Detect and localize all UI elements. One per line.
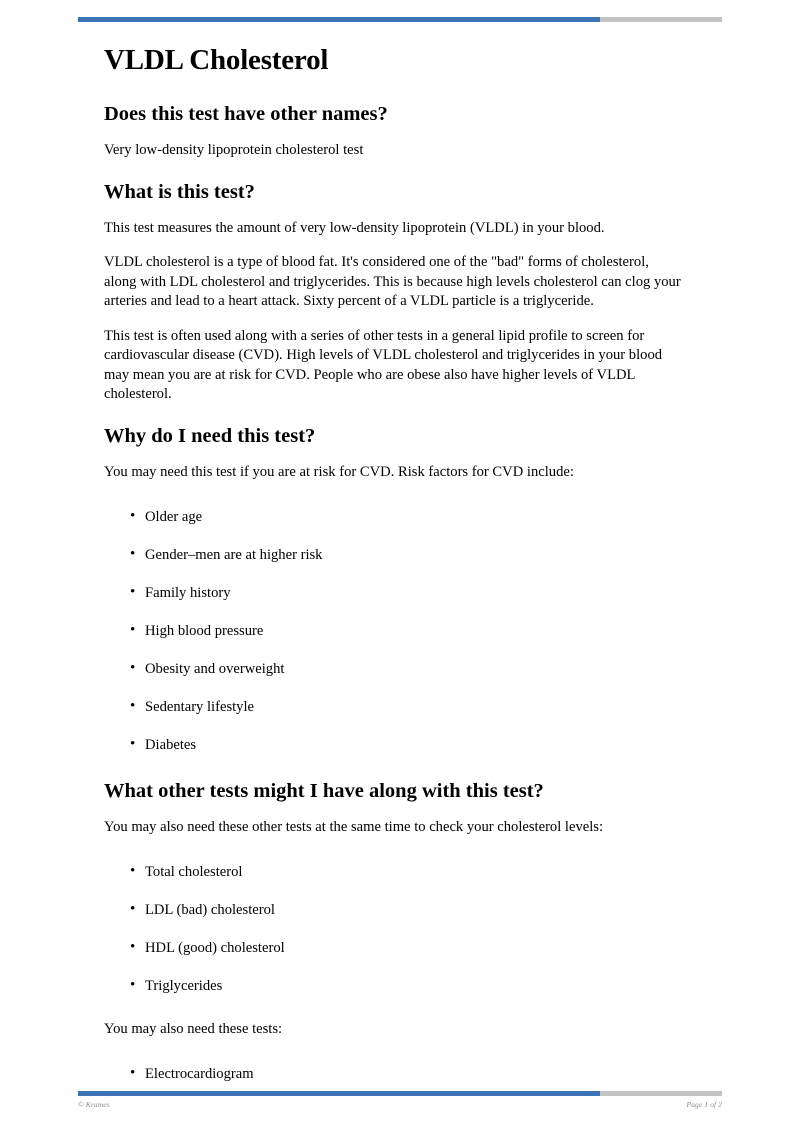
footer-rule: [78, 1091, 722, 1096]
paragraph-what-is-2: VLDL cholesterol is a type of blood fat. It's considered one of the "bad" forms of cholesterol, along with LDL cholesterol and triglycerides. This is because high levels cholesterol can clog your arteries and lead to a heart attack. Sixty percent of a VLDL particle is a triglyceride.: [104, 254, 681, 310]
section-heading-what-is-this-test: What is this test?: [104, 181, 255, 204]
spacer: [104, 761, 682, 779]
list-item: • Older age: [104, 508, 682, 527]
list-item: • Triglycerides: [104, 977, 682, 996]
list-item: • Electrocardiogram: [104, 1065, 682, 1084]
paragraph-why-need-intro: You may need this test if you are at risk for CVD. Risk factors for CVD include:: [104, 463, 574, 480]
header-rule-gray-segment: [600, 17, 722, 22]
footer-rule-gray-segment: [600, 1091, 722, 1096]
header-rule-blue-segment: [78, 17, 600, 22]
section-what-is-this-test: [104, 180, 682, 404]
paragraph-other-names-1: Very low-density lipoprotein cholesterol test: [104, 142, 364, 159]
page-footer: [78, 1100, 722, 1109]
footer-page-number: Page 1 of 2: [686, 1100, 722, 1109]
header-rule: [78, 17, 722, 22]
spacer: [104, 160, 682, 180]
list-item: • High blood pressure: [104, 622, 682, 641]
section-heading-other-names: Does this test have other names?: [104, 103, 388, 126]
list-item: • LDL (bad) cholesterol: [104, 901, 682, 920]
spacer: [104, 852, 682, 863]
spacer: [104, 1054, 682, 1065]
list-item: • Gender–men are at higher risk: [104, 546, 682, 565]
paragraph-what-is-1: This test measures the amount of very low-density lipoprotein (VLDL) in your blood.: [104, 220, 605, 237]
section-heading-other-tests: What other tests might I have along with this test?: [104, 780, 544, 803]
list-item: • Obesity and overweight: [104, 660, 682, 679]
footer-copyright: © Krames: [78, 1100, 110, 1109]
paragraph-what-is-3: This test is often used along with a series of other tests in a general lipid profile to screen for cardiovascular disease (CVD). High levels of VLDL cholesterol and triglycerides in your blood may mean you are at risk for CVD. People who are obese also have higher levels of VLDL cholesterol.: [104, 327, 663, 402]
section-why-need-test: [104, 424, 682, 755]
section-other-names: [104, 102, 682, 160]
document-content: [104, 44, 682, 1090]
spacer: [104, 404, 682, 424]
list-item: • Total cholesterol: [104, 863, 682, 882]
spacer: [104, 1002, 682, 1020]
list-item: • Sedentary lifestyle: [104, 698, 682, 717]
page-title: VLDL Cholesterol: [104, 44, 329, 76]
list-additional-tests: [104, 1065, 682, 1084]
paragraph-other-tests-intro: You may also need these other tests at the same time to check your cholesterol levels:: [104, 818, 604, 835]
list-risk-factors: [104, 508, 682, 755]
list-cholesterol-tests: [104, 863, 682, 996]
section-heading-why-need-test: Why do I need this test?: [104, 425, 316, 448]
section-other-tests: [104, 779, 682, 1084]
list-item: • HDL (good) cholesterol: [104, 939, 682, 958]
list-item: • Diabetes: [104, 736, 682, 755]
spacer: [104, 497, 682, 508]
list-item: • Family history: [104, 584, 682, 603]
paragraph-other-tests-intro-2: You may also need these tests:: [104, 1020, 283, 1037]
footer-rule-blue-segment: [78, 1091, 600, 1096]
